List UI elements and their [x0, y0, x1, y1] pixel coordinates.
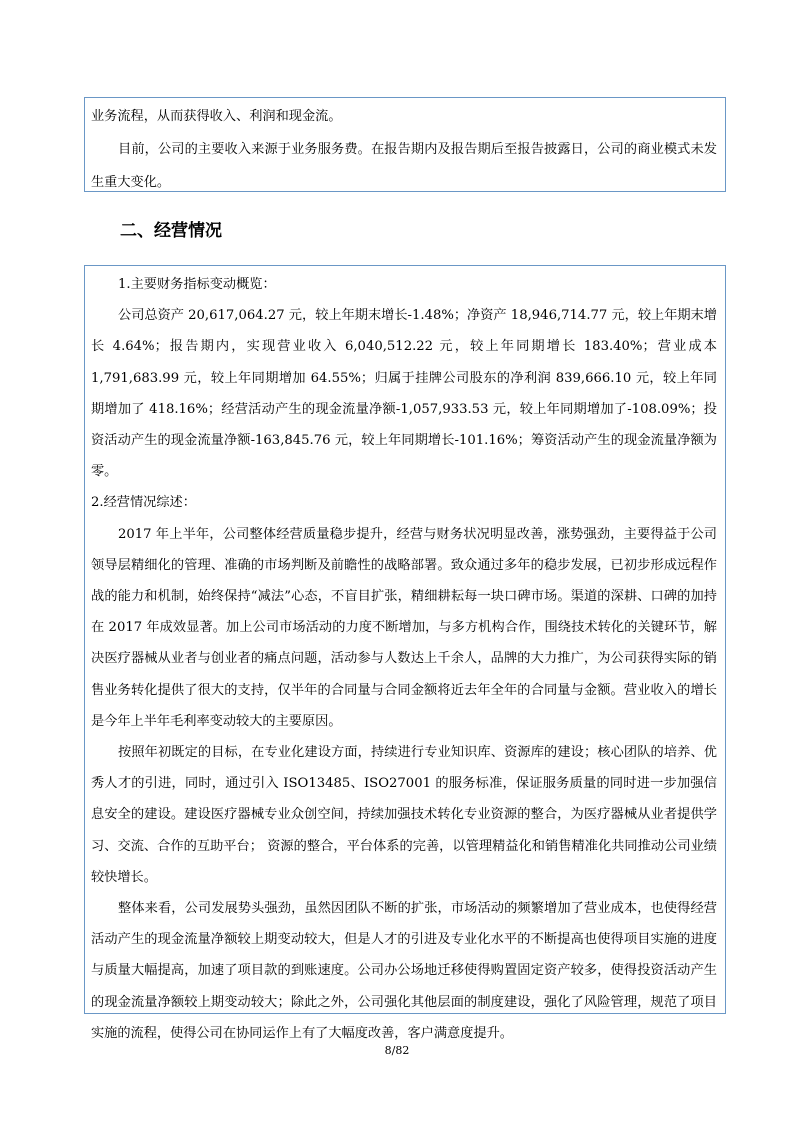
paragraph: 目前，公司的主要收入来源于业务服务费。在报告期内及报告期后至报告披露日，公司的商业模式未发生重大变化。	[91, 142, 717, 190]
page-number: 8/82	[384, 1044, 410, 1057]
paragraph: 2017 年上半年，公司整体经营质量稳步提升，经营与财务状况明显改善，涨势强劲，主要得益于公司领导层精细化的管理、准确的市场判断及前瞻性的战略部署。致众通过多年的稳步发展，已初步形成远程作战的能力和机制，始终保持“减法”心态，不盲目扩张，精细耕耘每一块口碑市场。渠道的深耕、口碑的加持在 2017 年成效显著。加上公司市场活动的力度不断增加，与多方机构合作，围绕技术转化的关键环节，解决医疗器械从业者与创业者的痛点问题，活动参与人数达上千余人，品牌的大力推广，为公司获得实际的销售业务转化提供了很大的支持，仅半年的合同量与合同金额将近去年全年的合同量与金额。营业收入的增长是今年上半年毛利率变动较大的主要原因。	[91, 526, 717, 729]
subheading: 2.经营情况综述：	[91, 495, 196, 511]
paragraph: 业务流程，从而获得收入、利润和现金流。	[91, 109, 342, 124]
text-box-operations	[84, 265, 726, 1041]
subheading: 1.主要财务指标变动概览：	[118, 277, 276, 292]
section-heading: 二、经营情况	[120, 221, 222, 241]
paragraph: 公司总资产 20,617,064.27 元，较上年期末增长-1.48%；净资产 18,946,714.77 元，较上年期末增长 4.64%；报告期内，实现营业收入 6,040,512.22 元，较上年同期增长 183.40%；营业成本 1,791,683.99 元，较上年同期增加 64.55%；归属于挂牌公司股东的净利润 839,666.10 元，较上年同期增加了 418.16%；经营活动产生的现金流量净额-1,057,933.53 元，较上年同期增加了-108.09%；投资活动产生的现金流量净额-163,845.76 元，较上年同期增长-101.16%；筹资活动产生的现金流量净额为零。	[91, 308, 717, 480]
text-box-business-model	[84, 97, 726, 192]
paragraph: 按照年初既定的目标，在专业化建设方面，持续进行专业知识库、资源库的建设；核心团队的培养、优秀人才的引进，同时，通过引入 ISO13485、ISO27001 的服务标准，保证服务质量的同时进一步加强信息安全的建设。建设医疗器械专业众创空间，持续加强技术转化专业资源的整合，为医疗器械从业者提供学习、交流、合作的互助平台； 资源的整合，平台体系的完善，以管理精益化和销售精准化共同推动公司业绩较快增长。	[91, 745, 717, 885]
paragraph: 整体来看，公司发展势头强劲，虽然因团队不断的扩张，市场活动的频繁增加了营业成本，也使得经营活动产生的现金流量净额较上期变动较大，但是人才的引进及专业化水平的不断提高也使得项目实施的进度与质量大幅提高，加速了项目款的到账速度。公司办公场地迁移使得购置固定资产较多，使得投资活动产生的现金流量净额较上期变动较大；除此之外，公司强化其他层面的制度建设，强化了风险管理，规范了项目实施的流程，使得公司在协同运作上有了大幅度改善，客户满意度提升。	[91, 901, 717, 1041]
